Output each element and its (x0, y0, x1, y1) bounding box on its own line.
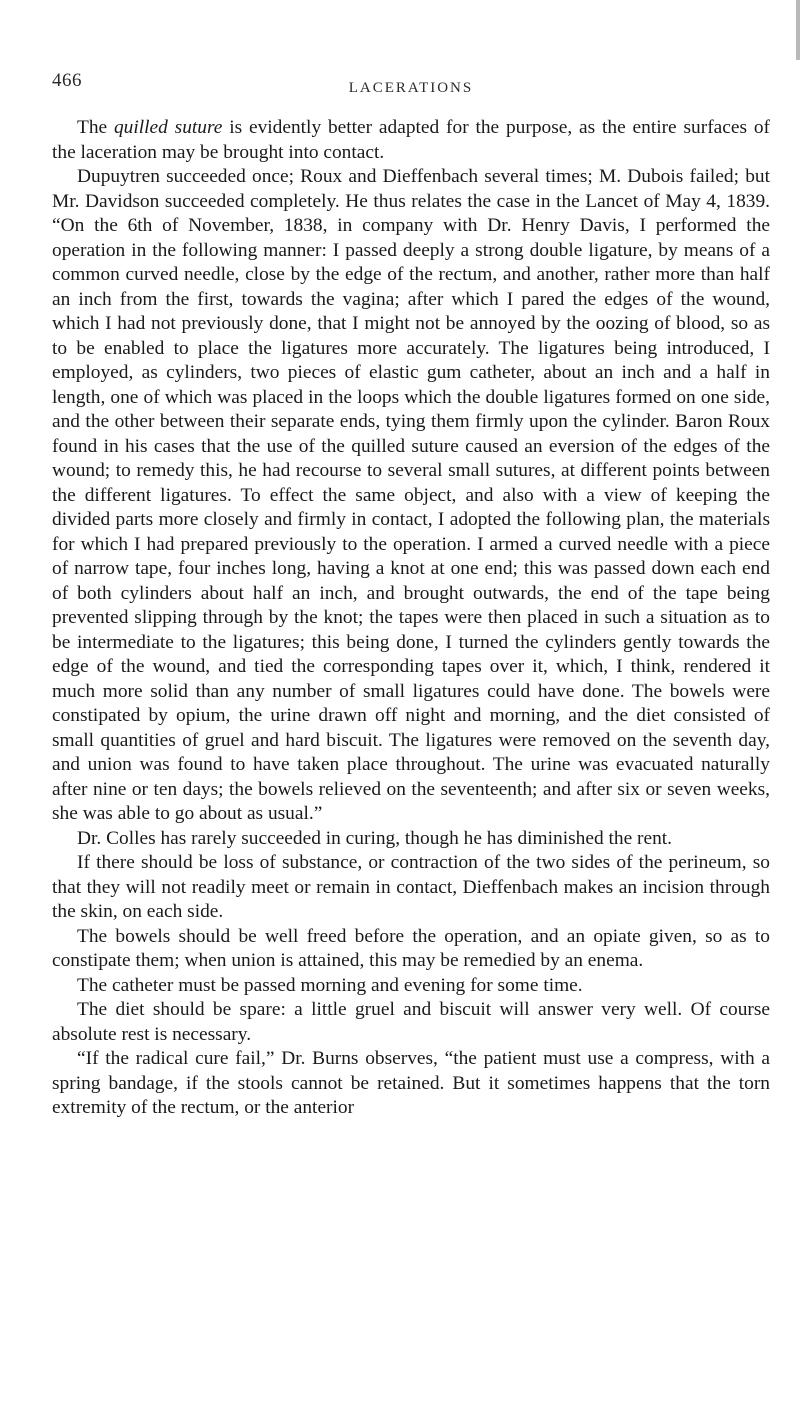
paragraph-bowels: The bowels should be well freed before the operation, and an opiate given, so as to constipate them; when union is attained, this may be remedied by an enema. (52, 925, 770, 971)
paragraph-catheter: The catheter must be passed morning and evening for some time. (77, 974, 583, 996)
italic-term: quilled suture (113, 117, 223, 138)
running-head: LACERATIONS (348, 80, 474, 96)
paragraph-colles: Dr. Colles has rarely succeeded in curing, though he has diminished the rent. (77, 827, 673, 849)
paragraph-text: The (77, 117, 114, 138)
page-header (52, 70, 770, 110)
book-page (52, 70, 770, 1121)
body-text (52, 116, 770, 1121)
paragraph-burns-quote: “If the radical cure fail,” Dr. Burns observes, “the patient must use a compress, with a spring bandage, if the stools cannot be retained. But it sometimes happens that the torn extremity of the rectum, or the anterior (52, 1048, 770, 1118)
paragraph-loss-of-substance: If there should be loss of substance, or contraction of the two sides of the perineum, so that they will not readily meet or remain in contact, Dieffenbach makes an incision through the skin, on each side. (52, 852, 770, 922)
page-number: 466 (52, 70, 82, 91)
paragraph-diet: The diet should be spare: a little gruel and biscuit will answer very well. Of course absolute rest is necessary. (52, 999, 770, 1045)
paragraph-quilled-suture (52, 116, 770, 165)
page-edge-mark (796, 0, 800, 60)
paragraph-text: is evidently better adapted for the purpose, as the entire surfaces of the laceration may be brought into contact. (52, 117, 770, 163)
paragraph-davidson-case: Dupuytren succeeded once; Roux and Dieffenbach several times; M. Dubois failed; but Mr. Davidson succeeded completely. He thus relates the case in the Lancet of May 4, 1839. “On the 6th of November, 1838, in company with Dr. Henry Davis, I performed the operation in the following manner: I passed deeply a strong double ligature, by means of a common curved needle, close by the edge of the rectum, and another, rather more than half an inch from the first, towards the vagina; after which I pared the edges of the wound, which I had not previously done, that I might not be annoyed by the oozing of blood, so as to be enabled to place the ligatures more accurately. The ligatures being introduced, I employed, as cylinders, two pieces of elastic gum catheter, about an inch and a half in length, one of which was placed in the loops which the double ligatures formed on one side, and the other between their separate ends, tying them firmly upon the cylinder. Baron Roux found in his cases that the use of the quilled suture caused an eversion of the edges of the wound; to remedy this, he had recourse to several small sutures, at different points between the different ligatures. To effect the same object, and also with a view of keeping the divided parts more closely and firmly in contact, I adopted the following plan, the materials for which I had prepared previously to the operation. I armed a curved needle with a piece of narrow tape, four inches long, having a knot at one end; this was passed down each end of both cylinders about half an inch, and brought outwards, the end of the tape being prevented slipping through by the knot; the tapes were then placed in such a situation as to be intermediate to the ligatures; this being done, I turned the cylinders gently towards the edge of the wound, and tied the corresponding tapes over it, which, I think, rendered it much more solid than any number of small ligatures could have done. The bowels were constipated by opium, the urine drawn off night and morning, and the diet consisted of small quantities of gruel and hard biscuit. The ligatures were removed on the seventh day, and union was found to have taken place throughout. The urine was evacuated naturally after nine or ten days; the bowels relieved on the seventeenth; and after six or seven weeks, she was able to go about as usual.” (52, 166, 770, 824)
